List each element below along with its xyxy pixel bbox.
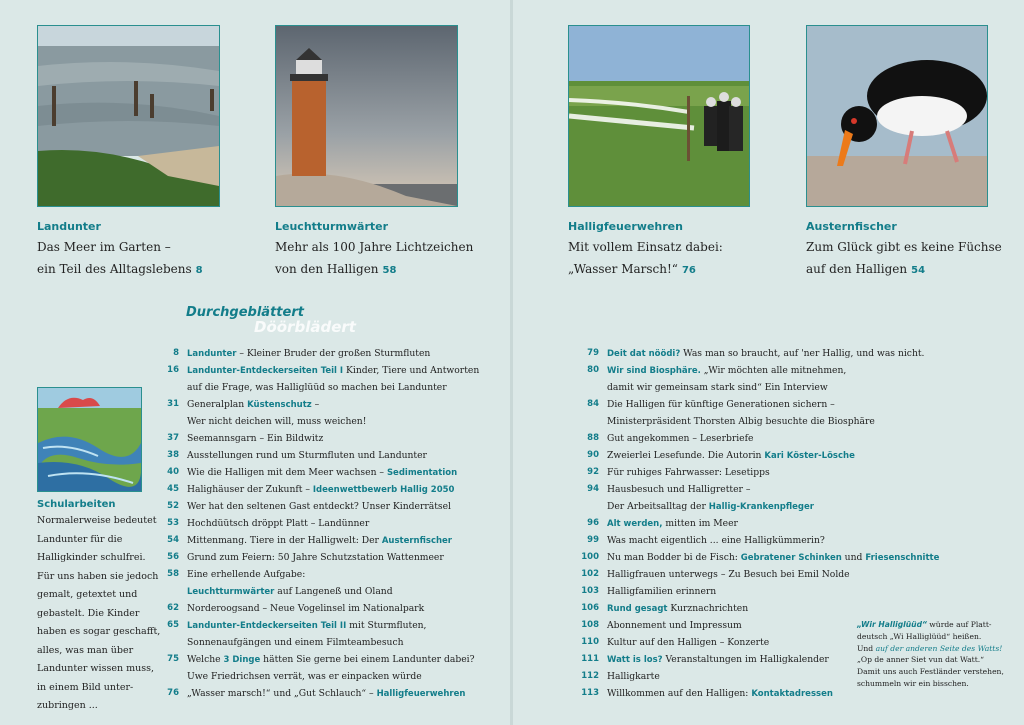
toc-page-number[interactable]: 99 bbox=[587, 535, 599, 545]
toc-page-number[interactable]: 103 bbox=[581, 586, 599, 596]
toc-page-number[interactable]: 76 bbox=[167, 688, 179, 698]
toc-entry-text bbox=[607, 481, 750, 498]
page-number[interactable]: 54 bbox=[911, 265, 926, 276]
toc-text: – bbox=[311, 399, 320, 410]
toc-text: – Kleiner Bruder der großen Sturmfluten bbox=[236, 348, 431, 359]
toc-entry-text bbox=[607, 668, 660, 685]
toc-text: Halighäuser der Zukunft – bbox=[187, 484, 313, 495]
toc-heading: Durchgeblättert bbox=[186, 305, 304, 320]
feature-line: Mit vollem Einsatz dabei: bbox=[568, 240, 723, 254]
toc-page-number[interactable]: 16 bbox=[167, 365, 179, 375]
sidebar-line: haben es sogar geschafft, bbox=[37, 626, 161, 637]
firefighters-photo bbox=[568, 25, 750, 207]
toc-page-number[interactable]: 80 bbox=[587, 365, 599, 375]
toc-entry-text bbox=[607, 600, 748, 618]
toc-entry-text bbox=[607, 532, 825, 549]
lighthouse-photo bbox=[275, 25, 458, 207]
toc-page-number[interactable]: 112 bbox=[581, 671, 599, 681]
toc-page-number[interactable]: 106 bbox=[581, 603, 599, 613]
toc-text: Welche bbox=[187, 654, 224, 665]
toc-text: Kultur auf den Halligen – Konzerte bbox=[607, 637, 770, 648]
toc-text: Zweierlei Lesefunde. Die Autorin bbox=[607, 450, 765, 461]
toc-page-number[interactable]: 56 bbox=[167, 552, 179, 562]
toc-entry-text bbox=[187, 617, 426, 635]
toc-text: auf die Frage, was Halliglüüd so machen bei Landunter bbox=[187, 382, 447, 393]
toc-text: damit wir gemeinsam stark sind“ Ein Interview bbox=[607, 382, 828, 393]
toc-page-number[interactable]: 54 bbox=[167, 535, 179, 545]
toc-text: Sonnenaufgängen und einem Filmteambesuch bbox=[187, 637, 404, 648]
toc-page-number[interactable]: 96 bbox=[587, 518, 599, 528]
toc-topic: Sedimentation bbox=[386, 468, 458, 478]
toc-text: Für ruhiges Fahrwasser: Lesetipps bbox=[607, 467, 770, 478]
toc-text: „Wasser marsch!“ und „Gut Schlauch“ – bbox=[187, 688, 377, 699]
toc-entry-text bbox=[607, 566, 850, 583]
toc-page-number[interactable]: 92 bbox=[587, 467, 599, 477]
toc-page-number[interactable]: 94 bbox=[587, 484, 599, 494]
toc-entry-text bbox=[187, 464, 457, 482]
toc-page-number[interactable]: 31 bbox=[167, 399, 179, 409]
toc-entry-text bbox=[607, 362, 846, 380]
toc-entry-text bbox=[187, 498, 451, 515]
toc-entry-text bbox=[187, 430, 323, 447]
note-line: Und bbox=[857, 643, 876, 653]
sidebar-title: Schularbeiten bbox=[37, 499, 116, 510]
toc-entry-text bbox=[607, 447, 855, 465]
feature-line: Mehr als 100 Jahre Lichtzeichen bbox=[275, 240, 474, 254]
toc-page-number[interactable]: 45 bbox=[167, 484, 179, 494]
toc-page-number[interactable]: 8 bbox=[173, 348, 179, 358]
feature-line: „Wasser Marsch!“ bbox=[568, 262, 678, 276]
toc-page-number[interactable]: 38 bbox=[167, 450, 179, 460]
toc-text: auf Langeneß und Oland bbox=[274, 586, 393, 597]
toc-text: mit Sturmfluten, bbox=[346, 620, 427, 631]
toc-entry-text bbox=[187, 379, 447, 396]
toc-text: Kinder, Tiere und Antworten bbox=[343, 365, 480, 376]
toc-text: Seemannsgarn – Ein Bildwitz bbox=[187, 433, 324, 444]
toc-entry-text bbox=[187, 532, 452, 550]
toc-text: Eine erhellende Aufgabe: bbox=[187, 569, 306, 580]
toc-topic: 3 Dinge bbox=[223, 655, 261, 665]
toc-text: Grund zum Feiern: 50 Jahre Schutzstation Wattenmeer bbox=[187, 552, 444, 563]
toc-entry-text bbox=[607, 515, 738, 533]
toc-entry-text bbox=[607, 617, 742, 634]
toc-text: Die Halligen für künftige Generationen sichern – bbox=[607, 399, 835, 410]
toc-text: Abonnement und Impressum bbox=[607, 620, 742, 631]
toc-topic: Austernfischer bbox=[381, 536, 452, 546]
toc-topic: Gebratener Schinken bbox=[740, 553, 842, 563]
toc-page-number[interactable]: 108 bbox=[581, 620, 599, 630]
sidebar-text bbox=[37, 512, 177, 716]
toc-entry-text bbox=[187, 566, 305, 583]
page-number[interactable]: 8 bbox=[195, 265, 203, 276]
toc-topic: Kari Köster-Lösche bbox=[764, 451, 855, 461]
toc-entry-text bbox=[187, 668, 422, 685]
sidebar-line: in einem Bild unter- bbox=[37, 681, 134, 693]
feature-line: Das Meer im Garten – bbox=[37, 240, 171, 254]
toc-entry-text bbox=[607, 634, 769, 651]
sidebar-line: gemalt, getextet und bbox=[37, 589, 138, 600]
toc-entry-text bbox=[187, 413, 366, 430]
toc-text: Halligkarte bbox=[607, 671, 660, 682]
note-line: schummeln wir ein bisschen. bbox=[857, 678, 969, 688]
toc-text: hätten Sie gerne bei einem Landunter dabei? bbox=[260, 654, 475, 665]
toc-page-number[interactable]: 90 bbox=[587, 450, 599, 460]
toc-text: Hochdüütsch dröppt Platt – Landünner bbox=[187, 518, 370, 529]
page-gutter bbox=[510, 0, 513, 725]
toc-topic: Halligfeuerwehren bbox=[376, 689, 466, 699]
sidebar-line: Landunter für die bbox=[37, 533, 123, 545]
toc-text: Willkommen auf den Halligen: bbox=[607, 688, 752, 699]
page-number[interactable]: 58 bbox=[382, 265, 397, 276]
toc-entry-text bbox=[187, 447, 427, 464]
toc-text: Gut angekommen – Leserbriefe bbox=[607, 433, 754, 444]
toc-entry-text bbox=[187, 634, 404, 651]
toc-page-number[interactable]: 52 bbox=[167, 501, 179, 511]
toc-text: Norderoogsand – Neue Vogelinsel im Nationalpark bbox=[187, 603, 425, 614]
toc-topic: Kontaktadressen bbox=[751, 689, 833, 699]
toc-entry-text bbox=[187, 600, 424, 617]
toc-topic: Wir sind Biosphäre. bbox=[607, 366, 701, 376]
note-italic: auf der anderen Seite des Watts! bbox=[875, 643, 1003, 653]
toc-entry-text bbox=[607, 413, 875, 430]
toc-entry-text bbox=[607, 549, 939, 567]
toc-entry-text bbox=[607, 583, 716, 600]
feature-title: Halligfeuerwehren bbox=[568, 220, 683, 233]
note-line: würde auf Platt- bbox=[926, 620, 992, 629]
feature-title: Austernfischer bbox=[806, 220, 897, 233]
toc-entry-text bbox=[607, 685, 833, 703]
toc-text: Veranstaltungen im Halligkalender bbox=[662, 654, 829, 665]
sidebar-line: zubringen ... bbox=[37, 700, 98, 711]
sidebar-line: Für uns haben sie jedoch bbox=[37, 570, 159, 582]
feature-title: Landunter bbox=[37, 220, 101, 233]
toc-page-number[interactable]: 110 bbox=[581, 637, 599, 647]
toc-text: Mittenmang. Tiere in der Halligwelt: Der bbox=[187, 535, 382, 546]
toc-page-number[interactable]: 65 bbox=[167, 620, 179, 630]
toc-entry-text bbox=[607, 430, 753, 447]
note-line: deutsch „Wi Halliglüüd“ heißen. bbox=[857, 631, 982, 641]
toc-entry-text bbox=[607, 396, 835, 413]
childrens-drawing bbox=[37, 387, 142, 492]
toc-topic: Ideenwettbewerb Hallig 2050 bbox=[312, 485, 455, 495]
feature-title: Leuchtturmwärter bbox=[275, 220, 389, 233]
toc-topic: Alt werden, bbox=[607, 519, 663, 529]
toc-topic: Landunter-Entdeckerseiten Teil I bbox=[187, 366, 344, 376]
toc-text: Ausstellungen rund um Sturmfluten und Landunter bbox=[187, 450, 427, 461]
note-line: „Op de anner Siet vun dat Watt.“ bbox=[857, 655, 985, 665]
feature-description bbox=[37, 236, 203, 282]
feature-line: Zum Glück gibt es keine Füchse bbox=[806, 240, 1002, 254]
toc-entry-text bbox=[607, 379, 828, 396]
toc-text: Was man so braucht, auf 'ner Hallig, und was nicht. bbox=[680, 348, 925, 359]
toc-entry-text bbox=[187, 515, 369, 532]
toc-text: Was macht eigentlich ... eine Halligkümmerin? bbox=[607, 535, 825, 546]
toc-page-number[interactable]: 37 bbox=[167, 433, 179, 443]
toc-topic: Friesenschnitte bbox=[865, 553, 940, 563]
toc-topic: Rund gesagt bbox=[607, 604, 668, 614]
sidebar-line: Halligkinder schulfrei. bbox=[37, 552, 146, 563]
toc-entry-text bbox=[607, 651, 829, 669]
toc-page-number[interactable]: 88 bbox=[587, 433, 599, 443]
toc-text: Halligfrauen unterwegs – Zu Besuch bei Emil Nolde bbox=[607, 569, 850, 580]
toc-page-number[interactable]: 111 bbox=[581, 654, 599, 664]
platt-note bbox=[857, 619, 1017, 690]
note-highlight: „Wir Halliglüüd“ bbox=[857, 620, 927, 629]
sidebar-line: Landunter wissen muss, bbox=[37, 663, 154, 674]
toc-entry-text bbox=[187, 651, 475, 669]
toc-entry-text bbox=[187, 583, 393, 601]
toc-text: Hausbesuch und Halligretter – bbox=[607, 484, 751, 495]
toc-page-number[interactable]: 75 bbox=[167, 654, 179, 664]
feature-description bbox=[275, 236, 473, 282]
toc-page-number[interactable]: 53 bbox=[167, 518, 179, 528]
toc-text: Der Arbeitsalltag der bbox=[607, 501, 709, 512]
toc-text: Ministerpräsident Thorsten Albig besuchte die Biosphäre bbox=[607, 416, 875, 427]
toc-topic: Küstenschutz bbox=[247, 400, 312, 410]
toc-subheading: Döörblädert bbox=[254, 318, 356, 336]
toc-topic: Landunter-Entdeckerseiten Teil II bbox=[187, 621, 347, 631]
toc-text: Uwe Friedrichsen verrät, was er einpacken würde bbox=[187, 671, 422, 682]
sidebar-line: gebastelt. Die Kinder bbox=[37, 607, 140, 619]
sidebar-line: alles, was man über bbox=[37, 644, 134, 656]
toc-entry-text bbox=[187, 549, 444, 566]
toc-page-number[interactable]: 84 bbox=[587, 399, 599, 409]
toc-page-number[interactable]: 62 bbox=[167, 603, 179, 613]
toc-page-number[interactable]: 40 bbox=[167, 467, 179, 477]
toc-text: Halligfamilien erinnern bbox=[607, 586, 717, 597]
toc-page-number[interactable]: 58 bbox=[167, 569, 179, 579]
toc-entry-text bbox=[187, 362, 479, 380]
toc-text: „Wir möchten alle mitnehmen, bbox=[700, 365, 847, 376]
toc-text: mitten im Meer bbox=[662, 518, 738, 529]
feature-line: auf den Halligen bbox=[806, 262, 908, 276]
toc-entry-text bbox=[187, 685, 465, 703]
toc-entry-text bbox=[607, 345, 924, 363]
toc-page-number[interactable]: 102 bbox=[581, 569, 599, 579]
note-line: Damit uns auch Festländer verstehen, bbox=[857, 667, 1004, 677]
toc-page-number[interactable]: 79 bbox=[587, 348, 599, 358]
toc-topic: Deit dat nöödi? bbox=[607, 349, 681, 359]
toc-text: Kurznachrichten bbox=[667, 603, 749, 614]
toc-topic: Landunter bbox=[187, 349, 237, 359]
toc-topic: Watt is los? bbox=[607, 655, 663, 665]
toc-topic: Leuchtturmwärter bbox=[187, 587, 275, 597]
toc-text: Generalplan bbox=[187, 399, 248, 410]
toc-entry-text bbox=[607, 464, 770, 481]
feature-description bbox=[806, 236, 1002, 282]
toc-text: und bbox=[841, 552, 866, 563]
landunter-photo bbox=[37, 25, 220, 207]
toc-page-number[interactable]: 113 bbox=[581, 688, 599, 698]
toc-entry-text bbox=[187, 481, 454, 499]
oystercatcher-photo bbox=[806, 25, 988, 207]
toc-entry-text bbox=[187, 345, 430, 363]
toc-text: Nu man Bodder bi de Fisch: bbox=[607, 552, 741, 563]
feature-line: von den Halligen bbox=[275, 262, 379, 276]
toc-text: Wer nicht deichen will, muss weichen! bbox=[187, 416, 367, 427]
sidebar-line: Normalerweise bedeutet bbox=[37, 515, 157, 526]
feature-description bbox=[568, 236, 723, 282]
toc-text: Wie die Halligen mit dem Meer wachsen – bbox=[187, 467, 387, 478]
toc-text: Wer hat den seltenen Gast entdeckt? Unser Kinderrätsel bbox=[187, 501, 451, 512]
toc-page-number[interactable]: 100 bbox=[581, 552, 599, 562]
toc-entry-text bbox=[607, 498, 814, 516]
toc-entry-text bbox=[187, 396, 319, 414]
feature-line: ein Teil des Alltagslebens bbox=[37, 262, 192, 276]
page-number[interactable]: 76 bbox=[681, 265, 696, 276]
toc-topic: Hallig-Krankenpfleger bbox=[708, 502, 814, 512]
